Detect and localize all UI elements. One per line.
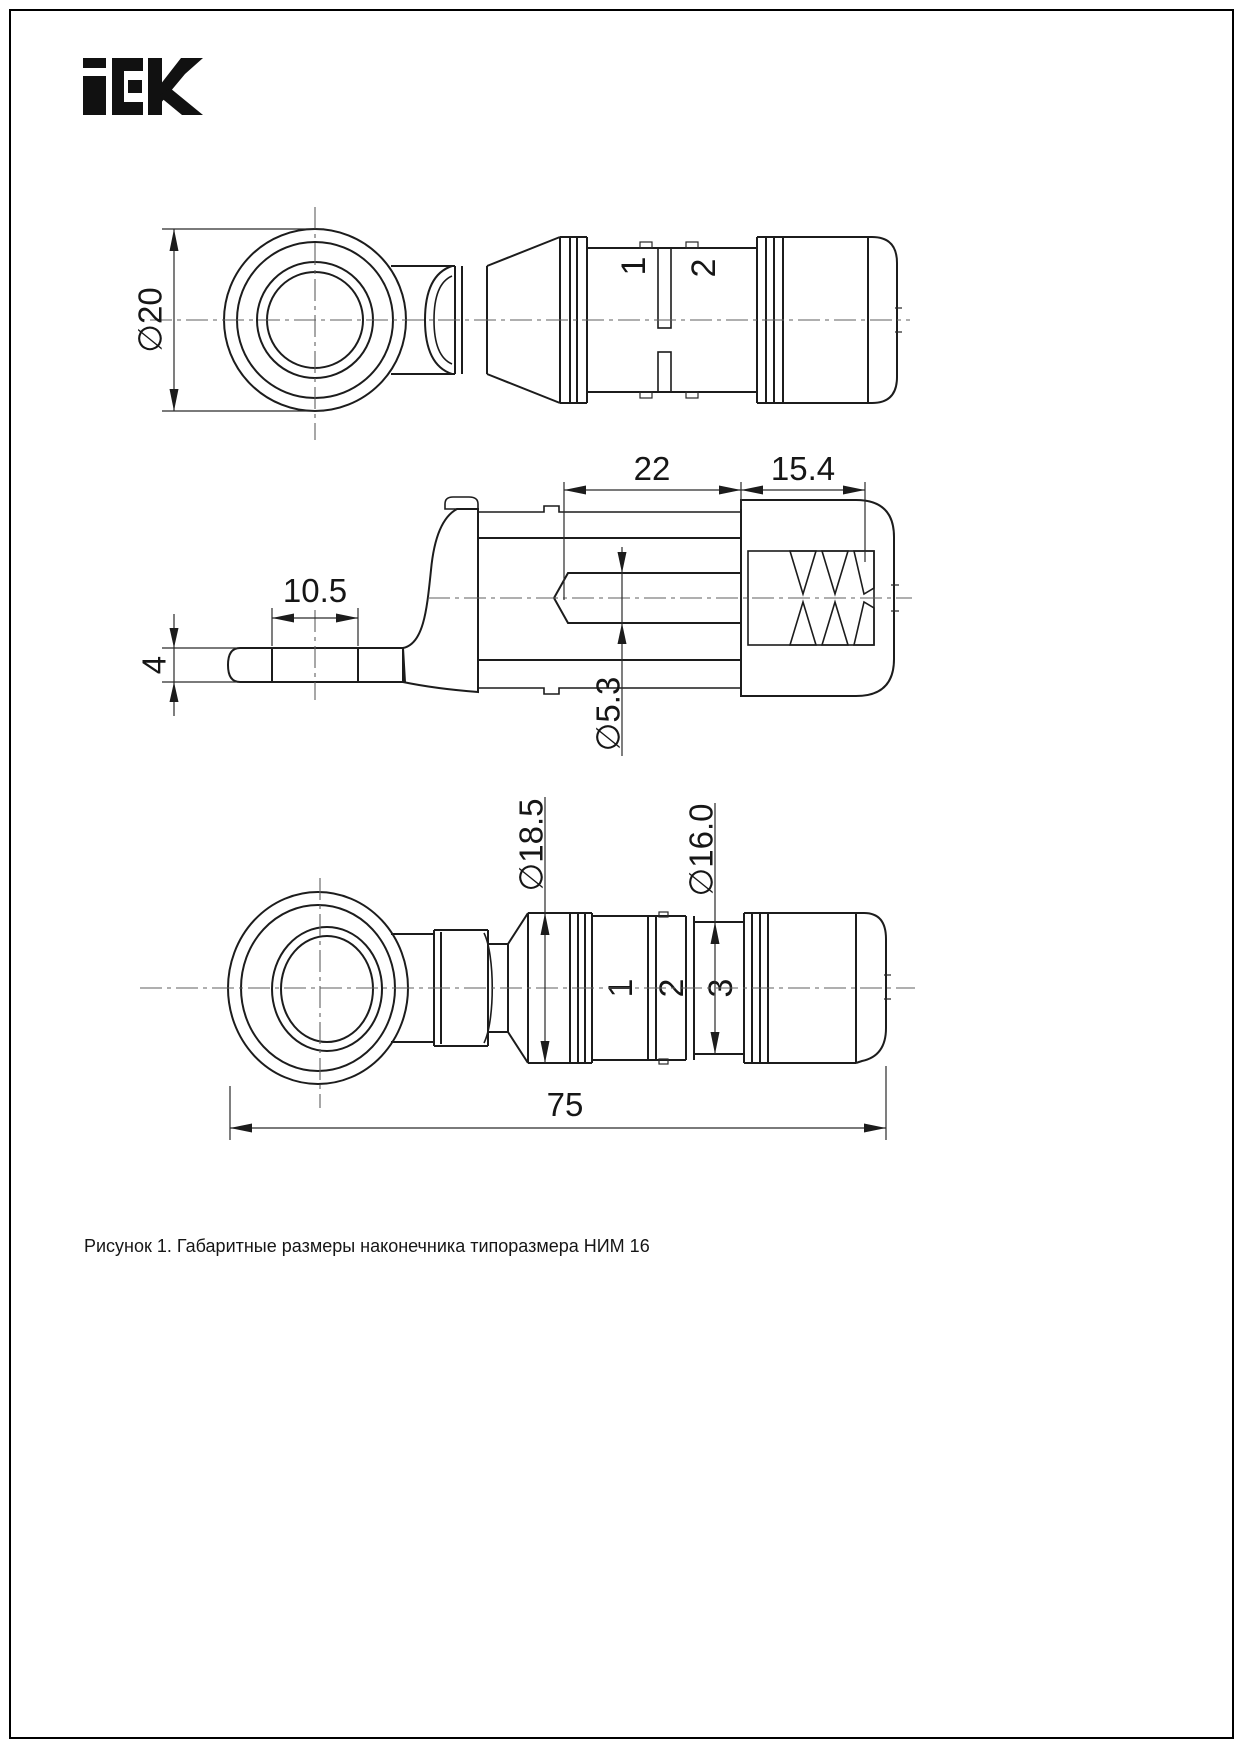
view-section [136, 450, 912, 756]
view-bottom-side [140, 797, 915, 1140]
dim-label-sleeve-diameter: ∅18.5 [512, 798, 550, 892]
view-top-side [132, 207, 910, 440]
marking-digit: 1 [601, 978, 640, 998]
marking-digit: 1 [614, 256, 653, 276]
dim-total-length [230, 1066, 886, 1140]
dim-core-diameter [590, 547, 627, 756]
marking-digit: 3 [701, 978, 740, 998]
dim-palm-thickness [136, 614, 236, 716]
centerlines-top [150, 207, 910, 440]
palm-section [228, 648, 405, 682]
figure-caption: Рисунок 1. Габаритные размеры наконечника типоразмера НИМ 16 [84, 1236, 650, 1256]
dim-label-crimp-length: 22 [633, 450, 671, 487]
dim-label-entry-length: 15.4 [770, 450, 836, 487]
dim-label-ring-diameter: ∅20 [131, 287, 169, 353]
dim-hole-length [272, 572, 358, 646]
dim-label-barrel-diameter: ∅16.0 [682, 803, 720, 897]
dim-label-palm-thickness: 4 [135, 655, 173, 675]
dim-barrel-diameter [683, 803, 720, 1054]
dim-label-hole-length: 10.5 [282, 572, 348, 609]
dim-label-core-diameter: ∅5.3 [589, 676, 627, 752]
marking-digit: 2 [652, 978, 691, 998]
dim-entry-length [741, 450, 865, 562]
iek-logo [83, 58, 203, 115]
metal-barrel-section [478, 538, 741, 660]
marking-digit: 2 [684, 258, 723, 278]
barrel-shoulder [445, 497, 478, 509]
dim-label-total-length: 75 [546, 1086, 584, 1123]
insulation-top [478, 506, 741, 538]
bend-section [403, 509, 478, 692]
dim-crimp-length [564, 450, 741, 600]
